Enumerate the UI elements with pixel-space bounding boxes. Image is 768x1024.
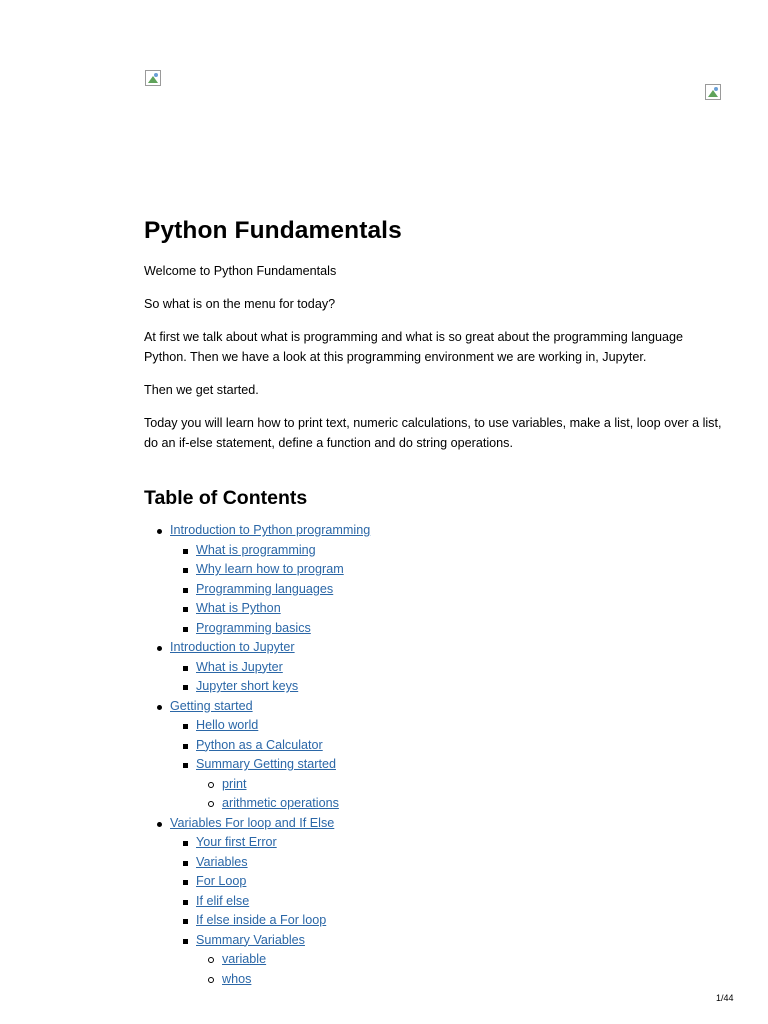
toc-subitem xyxy=(196,794,729,814)
toc-subitem xyxy=(196,970,729,990)
toc-section xyxy=(144,814,729,990)
toc-item xyxy=(170,736,729,756)
table-of-contents xyxy=(144,521,729,989)
toc-link[interactable]: Jupyter short keys xyxy=(196,679,299,693)
toc-link[interactable]: What is programming xyxy=(196,542,316,557)
toc-link[interactable]: What is Jupyter xyxy=(196,659,283,674)
toc-link[interactable]: variable xyxy=(222,952,267,966)
toc-item xyxy=(170,892,729,912)
toc-item xyxy=(170,872,729,892)
toc-item xyxy=(170,833,729,853)
toc-link[interactable]: Summary Getting started xyxy=(196,757,336,771)
toc-link[interactable]: What is Python xyxy=(196,601,281,615)
toc-heading: Table of Contents xyxy=(144,487,308,509)
toc-subitem xyxy=(196,775,729,795)
toc-section xyxy=(144,697,729,814)
toc-item xyxy=(170,677,729,697)
toc-link[interactable]: Variables xyxy=(196,854,248,869)
toc-item xyxy=(170,931,729,990)
toc-link[interactable]: Your first Error xyxy=(196,835,277,849)
document-body xyxy=(144,214,729,989)
toc-link[interactable]: Introduction to Jupyter xyxy=(170,640,295,654)
toc-link[interactable]: Hello world xyxy=(196,718,259,732)
toc-subitem xyxy=(196,950,729,970)
toc-link[interactable]: Programming languages xyxy=(196,581,334,596)
toc-section xyxy=(144,638,729,697)
toc-item xyxy=(170,580,729,600)
toc-link[interactable]: Getting started xyxy=(170,698,253,713)
toc-item xyxy=(170,911,729,931)
toc-link[interactable]: whos xyxy=(222,971,252,986)
toc-item xyxy=(170,619,729,639)
toc-section xyxy=(144,521,729,638)
broken-image-icon xyxy=(705,84,721,100)
toc-link[interactable]: print xyxy=(222,776,247,791)
toc-item xyxy=(170,658,729,678)
toc-link[interactable]: Programming basics xyxy=(196,620,311,635)
toc-link[interactable]: For Loop xyxy=(196,874,247,888)
paragraph: So what is on the menu for today? xyxy=(144,297,336,311)
paragraph: Today you will learn how to print text, numeric calculations, to use variables, make a list, loop over a list, do an if-else statement, define a function and do string operations. xyxy=(144,416,722,450)
toc-item xyxy=(170,716,729,736)
page-number: 1/44 xyxy=(716,993,734,1003)
toc-link[interactable]: Python as a Calculator xyxy=(196,737,323,752)
toc-link[interactable]: If elif else xyxy=(196,893,250,908)
toc-link[interactable]: Summary Variables xyxy=(196,932,305,947)
toc-link[interactable]: Introduction to Python programming xyxy=(170,523,371,537)
toc-item xyxy=(170,599,729,619)
paragraph: Welcome to Python Fundamentals xyxy=(144,264,337,278)
paragraph: At first we talk about what is programming and what is so great about the programming language Python. Then we have a look at this programming environment we are working in, Jupyter. xyxy=(144,330,684,364)
toc-item xyxy=(170,755,729,814)
paragraph: Then we get started. xyxy=(144,383,259,397)
broken-image-icon xyxy=(145,70,161,86)
page-title: Python Fundamentals xyxy=(144,217,402,244)
toc-link[interactable]: Why learn how to program xyxy=(196,562,344,576)
toc-link[interactable]: arithmetic operations xyxy=(222,796,339,810)
toc-link[interactable]: Variables For loop and If Else xyxy=(170,815,335,830)
toc-item xyxy=(170,541,729,561)
toc-item xyxy=(170,853,729,873)
toc-link[interactable]: If else inside a For loop xyxy=(196,913,327,927)
toc-item xyxy=(170,560,729,580)
